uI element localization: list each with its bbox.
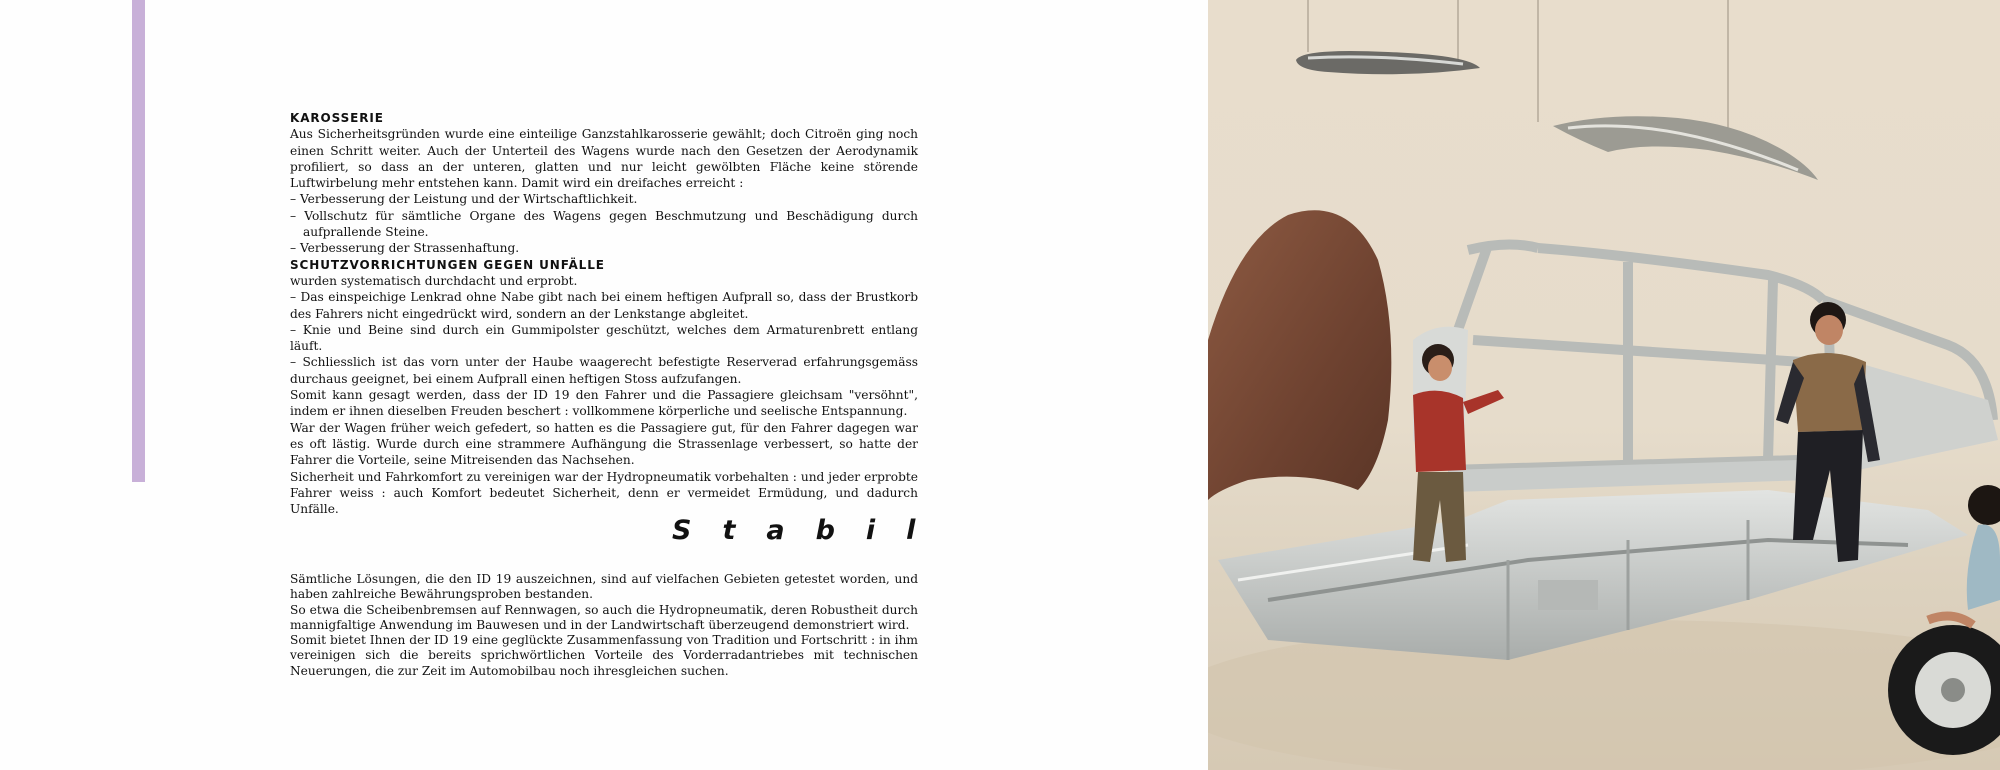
heading-schutzvorrichtungen: SCHUTZVORRICHTUNGEN GEGEN UNFÄLLE [290, 257, 605, 272]
heading-karosserie: KAROSSERIE [290, 111, 384, 125]
schutz-item-1: – Das einspeichige Lenkrad ohne Nabe gibt nach bei einem heftigen Aufprall so, dass der Brustkorb des Fahrers nicht eingedrückt wird, sondern an der Lenkstange abgleitet. [290, 290, 918, 321]
schutz-item-3: – Schliesslich ist das vorn unter der Haube waagerecht befestigte Reserverad erfahrungsgemäss durchaus geeignet, bei einem Aufprall einen heftigen Stoss aufzufangen. [290, 355, 918, 386]
stabil-heading: Stabil [672, 515, 947, 546]
schutz-paragraph-3: Sicherheit und Fahrkomfort zu vereinigen war der Hydropneumatik vorbehalten : und jeder erprobte Fahrer weiss : auch Komfort bedeutet Sicherheit, denn er vermeidet Ermüdung, und dadurch Unfälle. [290, 469, 918, 517]
schutz-item-2: – Knie und Beine sind durch ein Gummipolster geschützt, welches dem Armaturenbrett entlang läuft. [290, 322, 918, 354]
stabil-paragraph-1: Sämtliche Lösungen, die den ID 19 auszeichnen, sind auf vielfachen Gebieten getestet worden, und haben zahlreiche Bewährungsproben bestanden. [290, 572, 918, 602]
stabil-text-column [290, 572, 918, 679]
accent-bar [132, 0, 145, 482]
karosserie-intro: Aus Sicherheitsgründen wurde eine einteilige Ganzstahlkarosserie gewählt; doch Citroën ging noch einen Schritt weiter. Auch der Unterteil des Wagens wurde nach den Gesetzen der Aerodynamik profiliert, so dass an der unteren, glatten und nur leicht gewölbten Fläche keine störende Luftwirbelung mehr entstehen kann. Damit wird ein dreifaches erreicht : [290, 127, 918, 191]
text-column [290, 110, 918, 517]
karosserie-item-1: – Verbesserung der Leistung und der Wirtschaftlichkeit. [290, 192, 638, 207]
stabil-paragraph-2: So etwa die Scheibenbremsen auf Rennwagen, so auch die Hydropneumatik, deren Robustheit durch mannigfaltige Anwendung im Bauwesen und in der Landwirtschaft überzeugend demonstriert wird. [290, 602, 918, 632]
schutz-intro: wurden systematisch durchdacht und erprobt. [290, 273, 578, 288]
schutz-paragraph-2: War der Wagen früher weich gefedert, so hatten es die Passagiere gut, für den Fahrer dagegen war es oft lästig. Wurde durch eine strammere Aufhängung die Strassenlage verbessert, so hatte der Fahrer die Vorteile, seine Mitreisenden das Nachsehen. [290, 420, 918, 468]
stabil-paragraph-3: Somit bietet Ihnen der ID 19 eine geglückte Zusammenfassung von Tradition und Fortschritt : in ihm vereinigen sich die bereits sprichwörtlichen Vorteile des Vorderradantriebes mit technischen Neuerungen, die zur Zeit im Automobilbau noch ihresgleichen suchen. [290, 633, 918, 678]
schutz-paragraph-1: Somit kann gesagt werden, dass der ID 19 den Fahrer und die Passagiere gleichsam "versöhnt", indem er ihnen dieselben Freuden beschert : vollkommene körperliche und seelische Entspannung. [290, 388, 918, 419]
karosserie-item-3: – Verbesserung der Strassenhaftung. [290, 241, 520, 256]
car-body-illustration [1208, 0, 2000, 770]
car-body-photo [1208, 0, 2000, 770]
karosserie-item-2: – Vollschutz für sämtliche Organe des Wagens gegen Beschmutzung und Beschädigung durch aufprallende Steine. [290, 208, 918, 240]
